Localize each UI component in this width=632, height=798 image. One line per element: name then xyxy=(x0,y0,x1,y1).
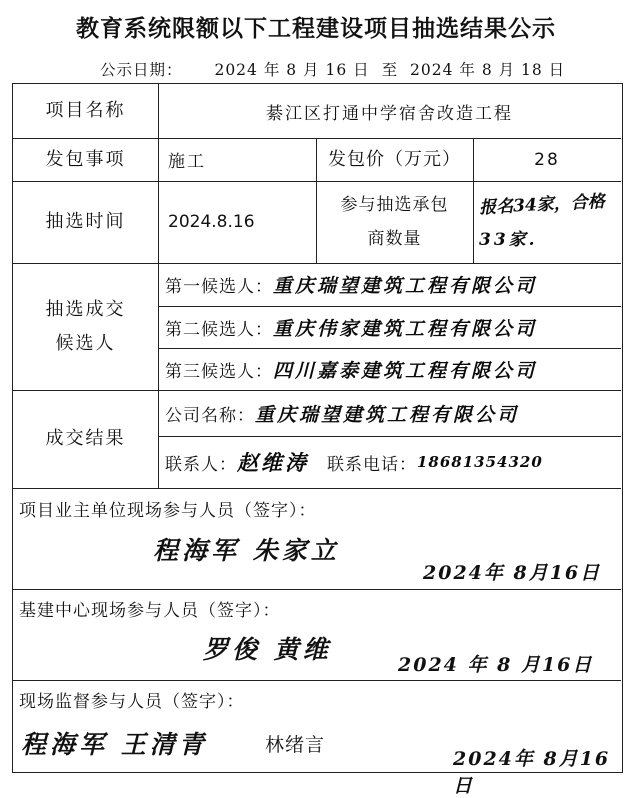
bidder-count-line1: 报名34家，合格 xyxy=(478,191,606,219)
announce-to-word: 至 xyxy=(381,61,399,79)
contact-name: 赵维涛 xyxy=(237,450,309,475)
candidate3-label: 第三候选人： xyxy=(165,361,273,382)
rule xyxy=(13,680,621,681)
contract-price-value: 28 xyxy=(534,149,560,170)
contract-item-label: 发包事项 xyxy=(45,148,126,170)
owner-date: 2024年 8月16日 xyxy=(423,562,602,584)
announce-to: 2024 年 8 月 18 日 xyxy=(410,61,566,79)
candidate1-name: 重庆瑞望建筑工程有限公司 xyxy=(273,275,538,297)
rule xyxy=(13,488,621,489)
candidate3-name: 四川嘉泰建筑工程有限公司 xyxy=(273,359,538,382)
company-label: 公司名称： xyxy=(165,405,255,426)
candidates-label-line2: 候选人 xyxy=(55,332,116,354)
announce-label: 公示日期： xyxy=(100,61,183,79)
supervision-section-label: 现场监督参与人员（签字）： xyxy=(19,692,245,712)
announce-from: 2024 年 8 月 16 日 xyxy=(214,61,370,79)
page-title: 教育系统限额以下工程建设项目抽选结果公示 xyxy=(76,16,556,42)
phone-label: 联系电话： xyxy=(327,454,417,475)
candidate2-label: 第二候选人： xyxy=(165,319,273,340)
contract-price-label: 发包价（万元） xyxy=(328,148,461,170)
supervision-printed: 林绪言 xyxy=(265,734,326,756)
center-date: 2024 年 8 月16日 xyxy=(398,654,594,676)
owner-signatures: 程海军 朱家立 xyxy=(153,536,340,565)
company-name: 重庆瑞望建筑工程有限公司 xyxy=(255,403,520,426)
contact-label: 联系人： xyxy=(165,454,237,475)
bidder-count-label xyxy=(316,181,473,263)
selection-time-value: 2024.8.16 xyxy=(168,212,255,232)
center-section-label: 基建中心现场参与人员（签字）： xyxy=(19,601,281,621)
supervision-signatures: 程海军 王清青 xyxy=(21,730,208,759)
bidder-count-label-line2: 商数量 xyxy=(367,229,422,249)
selection-time-label: 抽选时间 xyxy=(45,211,126,232)
result-table xyxy=(12,83,623,797)
bidder-count-label-line1: 参与抽选承包 xyxy=(340,195,449,215)
candidate2-name: 重庆伟家建筑工程有限公司 xyxy=(273,317,538,340)
project-name-label: 项目名称 xyxy=(45,100,126,121)
bidder-count-line2: 33家. xyxy=(479,230,538,250)
result-contact xyxy=(165,436,621,488)
result-company xyxy=(165,390,621,436)
candidates-label-line1: 抽选成交 xyxy=(45,298,126,320)
announce-date-row xyxy=(100,58,571,80)
contract-item-value: 施工 xyxy=(168,152,206,172)
supervision-date: 2024年 8月16日 xyxy=(453,748,611,797)
result-label: 成交结果 xyxy=(45,428,126,449)
center-signatures: 罗俊 黄维 xyxy=(203,635,332,664)
owner-section-label: 项目业主单位现场参与人员（签字）： xyxy=(19,501,317,521)
phone-value: 18681354320 xyxy=(417,453,543,471)
project-name-value: 綦江区打通中学宿舍改造工程 xyxy=(266,103,513,124)
candidate-3 xyxy=(165,348,621,390)
candidate1-label: 第一候选人： xyxy=(165,277,273,297)
candidate-1 xyxy=(165,263,621,306)
rule xyxy=(158,84,159,488)
candidates-label xyxy=(13,263,158,390)
candidate-2 xyxy=(165,306,621,348)
rule xyxy=(13,589,621,590)
bidder-count-value xyxy=(479,184,621,260)
